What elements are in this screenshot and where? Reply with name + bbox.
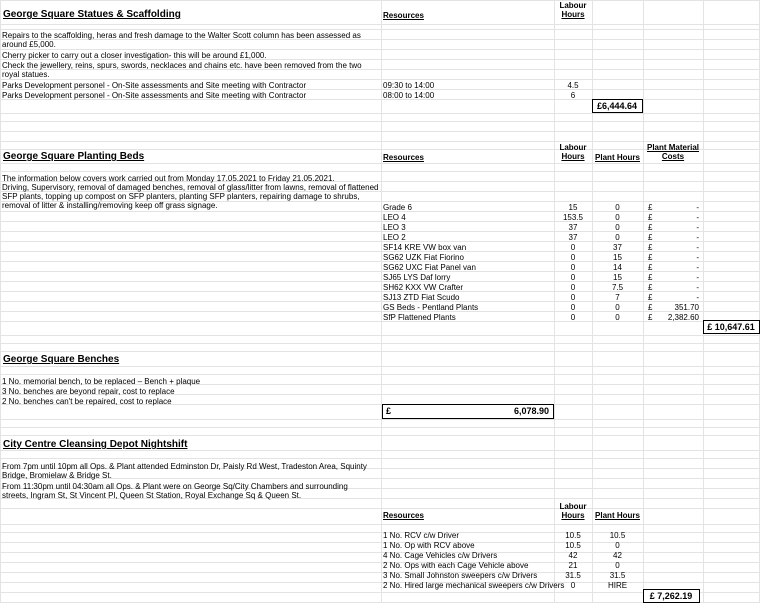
- grid-row-line: [0, 301, 760, 302]
- grid-row-line: [0, 141, 760, 142]
- statues-total-box[interactable]: [592, 99, 643, 113]
- statues-desc-3[interactable]: Check the jewellery, reins, spurs, swords, necklaces and chains etc. have been removed from the two royal statues.: [2, 61, 362, 79]
- cleansing-total: £ 7,262.19: [649, 591, 693, 601]
- grid-row-line: [0, 211, 760, 212]
- planting-row-resource[interactable]: LEO 3: [383, 223, 406, 232]
- planting-row-labour-hours[interactable]: 0: [570, 303, 576, 312]
- grid-row-line: [0, 241, 760, 242]
- labour-header-line-1: Labour: [559, 143, 587, 152]
- benches-line-2[interactable]: 3 No. benches are beyond repair, cost to replace: [2, 387, 175, 396]
- grid-row-line: [0, 366, 760, 367]
- statues-row-1-time[interactable]: 09:30 to 14:00: [383, 81, 435, 90]
- grid-row-line: [0, 29, 760, 30]
- planting-row-cost[interactable]: 351.70: [674, 303, 699, 312]
- grid-row-line: [0, 261, 760, 262]
- planting-row-plant-hours[interactable]: 7.5: [611, 283, 624, 292]
- planting-row-cost[interactable]: -: [696, 203, 699, 212]
- planting-material-header[interactable]: [643, 143, 703, 161]
- planting-desc-1[interactable]: The information below covers work carried out from Monday 17.05.2021 to Friday 21.05.2021.: [2, 174, 335, 183]
- cleansing-row-plant-hours[interactable]: 0: [615, 541, 620, 550]
- planting-row-labour-hours[interactable]: 0: [570, 263, 576, 272]
- cleansing-row-resource[interactable]: 2 No. Ops with each Cage Vehicle above: [383, 561, 529, 570]
- planting-row-resource[interactable]: SfP Flattened Plants: [383, 313, 456, 322]
- planting-row-currency[interactable]: £: [648, 223, 653, 232]
- planting-row-currency[interactable]: £: [648, 213, 653, 222]
- grid-row-line: [0, 572, 760, 573]
- cleansing-resources-header[interactable]: Resources: [383, 511, 424, 520]
- statues-resources-header[interactable]: Resources: [383, 11, 424, 20]
- grid-row-line: [0, 582, 760, 583]
- planting-row-plant-hours[interactable]: 0: [615, 233, 620, 242]
- benches-line-1[interactable]: 1 No. memorial bench, to be replaced – Bench + plaque: [2, 377, 201, 386]
- planting-row-cost[interactable]: 2,382.60: [667, 313, 699, 322]
- statues-row-2-time[interactable]: 08:00 to 14:00: [383, 91, 435, 100]
- planting-resources-header[interactable]: Resources: [383, 153, 424, 162]
- planting-row-currency[interactable]: £: [648, 303, 653, 312]
- cleansing-row-labour-hours[interactable]: 10.5: [565, 541, 581, 550]
- grid-row-line: [0, 458, 760, 459]
- statues-row-2-hours[interactable]: 6: [570, 91, 576, 100]
- cleansing-row-resource[interactable]: 1 No. RCV c/w Driver: [383, 531, 460, 540]
- cleansing-row-labour-hours[interactable]: 31.5: [565, 571, 581, 580]
- labour-header-line-1: Labour: [559, 1, 587, 10]
- planting-row-resource[interactable]: LEO 2: [383, 233, 406, 242]
- planting-plant-hours-header[interactable]: Plant Hours: [595, 153, 640, 162]
- cleansing-labour-header[interactable]: [554, 502, 592, 520]
- planting-row-cost[interactable]: -: [696, 233, 699, 242]
- grid-row-line: [0, 532, 760, 533]
- planting-row-labour-hours[interactable]: 0: [570, 243, 576, 252]
- grid-row-line: [0, 343, 760, 344]
- statues-desc-2[interactable]: Cherry picker to carry out a closer investigation- this will be around £1,000.: [2, 51, 267, 60]
- planting-row-resource[interactable]: SJ13 ZTD Fiat Scudo: [383, 293, 460, 302]
- planting-total-box[interactable]: [703, 320, 760, 334]
- statues-row-2-desc[interactable]: Parks Development personel - On-Site assessments and Site meeting with Contractor: [2, 91, 307, 100]
- planting-title[interactable]: George Square Planting Beds: [3, 151, 145, 162]
- cleansing-row-plant-hours[interactable]: 31.5: [609, 571, 626, 580]
- planting-desc-2[interactable]: Driving, Supervisory, removal of damaged benches, removal of glass/litter from lawns, removal of flattened SFP plants, topping up compost on SFP planters, planting SFP planters, repairing damage to shrubs, removal of litter & installing/removing keep off grass signage.: [2, 183, 379, 210]
- labour-header-line-2: Hours: [561, 152, 585, 161]
- grid-row-line: [0, 508, 760, 509]
- cleansing-row-resource[interactable]: 4 No. Cage Vehicles c/w Drivers: [383, 551, 498, 560]
- labour-header-line-2: Hours: [561, 511, 585, 520]
- benches-title[interactable]: George Square Benches: [3, 354, 120, 365]
- planting-row-resource[interactable]: GS Beds - Pentland Plants: [383, 303, 479, 312]
- statues-total: £6,444.64: [596, 101, 638, 111]
- labour-header-line-1: Labour: [559, 502, 587, 511]
- grid-row-line: [0, 79, 760, 80]
- planting-row-labour-hours[interactable]: 37: [568, 233, 578, 242]
- planting-row-currency[interactable]: £: [648, 273, 653, 282]
- cleansing-row-labour-hours[interactable]: 21: [568, 561, 578, 570]
- planting-row-plant-hours[interactable]: 7: [615, 293, 620, 302]
- statues-row-1-hours[interactable]: 4.5: [567, 81, 579, 90]
- planting-row-labour-hours[interactable]: 153.5: [562, 213, 584, 222]
- cleansing-row-plant-hours[interactable]: 0: [615, 561, 620, 570]
- cleansing-desc-1[interactable]: From 7pm until 10pm all Ops. & Plant attended Edminston Dr, Paisly Rd West, Tradeston Area, Squinty Bridge, Bromielaw & Bridge St.: [2, 462, 367, 480]
- planting-labour-header[interactable]: [554, 143, 592, 161]
- benches-total-currency: £: [386, 406, 392, 416]
- grid-row-line: [0, 49, 760, 50]
- grid-row-line: [0, 231, 760, 232]
- grid-row-line: [0, 552, 760, 553]
- planting-row-labour-hours[interactable]: 37: [568, 223, 578, 232]
- material-header-line-2: Costs: [661, 152, 685, 161]
- benches-line-3[interactable]: 2 No. benches can't be repaired, cost to replace: [2, 397, 172, 406]
- labour-header-line-2: Hours: [561, 10, 585, 19]
- cleansing-row-labour-hours[interactable]: 42: [568, 551, 578, 560]
- planting-row-currency[interactable]: £: [648, 233, 653, 242]
- planting-row-labour-hours[interactable]: 15: [568, 203, 578, 212]
- planting-row-plant-hours[interactable]: 0: [615, 303, 620, 312]
- planting-row-plant-hours[interactable]: 0: [615, 313, 620, 322]
- cleansing-row-resource[interactable]: 2 No. Hired large mechanical sweepers c/w Drivers: [383, 581, 565, 590]
- grid-row-line: [0, 221, 760, 222]
- statues-row-1-desc[interactable]: Parks Development personel - On-Site assessments and Site meeting with Contractor: [2, 81, 307, 90]
- planting-row-cost[interactable]: -: [696, 223, 699, 232]
- planting-row-cost[interactable]: -: [696, 283, 699, 292]
- statues-desc-1[interactable]: Repairs to the scaffolding, heras and fresh damage to the Walter Scott column has been assessed as around £5,000.: [2, 31, 361, 49]
- material-header-line-1: Plant Material: [646, 143, 699, 152]
- grid-row-line: [0, 281, 760, 282]
- cleansing-row-plant-hours[interactable]: 10.5: [609, 531, 626, 540]
- cleansing-row-resource[interactable]: 3 No. Small Johnston sweepers c/w Drivers: [383, 571, 538, 580]
- planting-row-currency[interactable]: £: [648, 293, 653, 302]
- planting-row-cost[interactable]: -: [696, 243, 699, 252]
- planting-row-labour-hours[interactable]: 0: [570, 273, 576, 282]
- cleansing-plant-hours-header[interactable]: Plant Hours: [595, 511, 640, 520]
- grid-row-line: [0, 131, 760, 132]
- planting-row-currency[interactable]: £: [648, 283, 653, 292]
- cleansing-row-plant-hours[interactable]: 42: [613, 551, 622, 560]
- grid-row-line: [0, 271, 760, 272]
- grid-row-line: [0, 524, 760, 525]
- grid-row-line: [0, 113, 760, 114]
- planting-row-plant-hours[interactable]: 0: [615, 213, 620, 222]
- cleansing-total-box[interactable]: [643, 589, 700, 603]
- planting-total: £ 10,647.61: [707, 322, 755, 332]
- grid-row-line: [0, 351, 760, 352]
- planting-row-plant-hours[interactable]: 0: [615, 223, 620, 232]
- planting-row-resource[interactable]: Grade 6: [383, 203, 412, 212]
- planting-row-labour-hours[interactable]: 0: [570, 253, 576, 262]
- grid-row-line: [0, 163, 760, 164]
- planting-row-currency[interactable]: £: [648, 203, 653, 212]
- planting-row-currency[interactable]: £: [648, 263, 653, 272]
- grid-row-line: [0, 321, 760, 322]
- grid-row-line: [0, 291, 760, 292]
- planting-row-currency[interactable]: £: [648, 243, 653, 252]
- grid-row-line: [0, 562, 760, 563]
- planting-row-plant-hours[interactable]: 0: [615, 203, 620, 212]
- planting-row-currency[interactable]: £: [648, 253, 653, 262]
- planting-row-resource[interactable]: SH62 KXX VW Crafter: [383, 283, 464, 292]
- planting-row-plant-hours[interactable]: 15: [613, 273, 622, 282]
- planting-row-resource[interactable]: SJ65 LYS Daf lorry: [383, 273, 451, 282]
- grid-row-line: [0, 435, 760, 436]
- benches-total-box[interactable]: [382, 404, 554, 419]
- grid-row-line: [0, 311, 760, 312]
- planting-row-plant-hours[interactable]: 15: [613, 253, 622, 262]
- grid-row-line: [0, 427, 760, 428]
- planting-row-currency[interactable]: £: [648, 313, 653, 322]
- planting-row-plant-hours[interactable]: 37: [613, 243, 622, 252]
- planting-row-resource[interactable]: SF14 KRE VW box van: [383, 243, 467, 252]
- planting-row-cost[interactable]: -: [696, 253, 699, 262]
- grid-row-line: [0, 335, 760, 336]
- cleansing-row-resource[interactable]: 1 No. Op with RCV above: [383, 541, 475, 550]
- benches-total-value: 6,078.90: [513, 406, 549, 416]
- planting-row-plant-hours[interactable]: 14: [613, 263, 622, 272]
- planting-row-labour-hours[interactable]: 0: [570, 293, 576, 302]
- grid-row-line: [0, 251, 760, 252]
- grid-row-line: [0, 419, 760, 420]
- cleansing-row-labour-hours[interactable]: 10.5: [565, 531, 581, 540]
- planting-row-cost[interactable]: -: [696, 213, 699, 222]
- cleansing-title[interactable]: City Centre Cleansing Depot Nightshift: [3, 439, 188, 450]
- planting-row-resource[interactable]: SG62 UXC Fiat Panel van: [383, 263, 476, 272]
- planting-row-resource[interactable]: SG62 UZK Fiat Fiorino: [383, 253, 464, 262]
- statues-title[interactable]: George Square Statues & Scaffolding: [3, 9, 181, 20]
- grid-row-line: [0, 171, 760, 172]
- planting-row-cost[interactable]: -: [696, 273, 699, 282]
- planting-row-labour-hours[interactable]: 0: [570, 283, 576, 292]
- planting-row-cost[interactable]: -: [696, 263, 699, 272]
- grid-row-line: [0, 374, 760, 375]
- planting-row-labour-hours[interactable]: 0: [570, 313, 576, 322]
- grid-row-line: [0, 0, 760, 1]
- cleansing-row-plant-hours[interactable]: HIRE: [607, 581, 628, 590]
- statues-labour-header[interactable]: [554, 1, 592, 19]
- grid-row-line: [0, 24, 760, 25]
- grid-row-line: [0, 542, 760, 543]
- grid-row-line: [0, 121, 760, 122]
- cleansing-desc-2[interactable]: From 11:30pm until 04:30am all Ops. & Plant were on George Sq/City Chambers and surrounding streets, Ingram St, St Vincent Pl, Queen St Station, Royal Exchange Sq & Queen St.: [2, 482, 348, 500]
- cleansing-row-labour-hours[interactable]: 0: [570, 581, 576, 590]
- planting-row-cost[interactable]: -: [696, 293, 699, 302]
- planting-row-resource[interactable]: LEO 4: [383, 213, 406, 222]
